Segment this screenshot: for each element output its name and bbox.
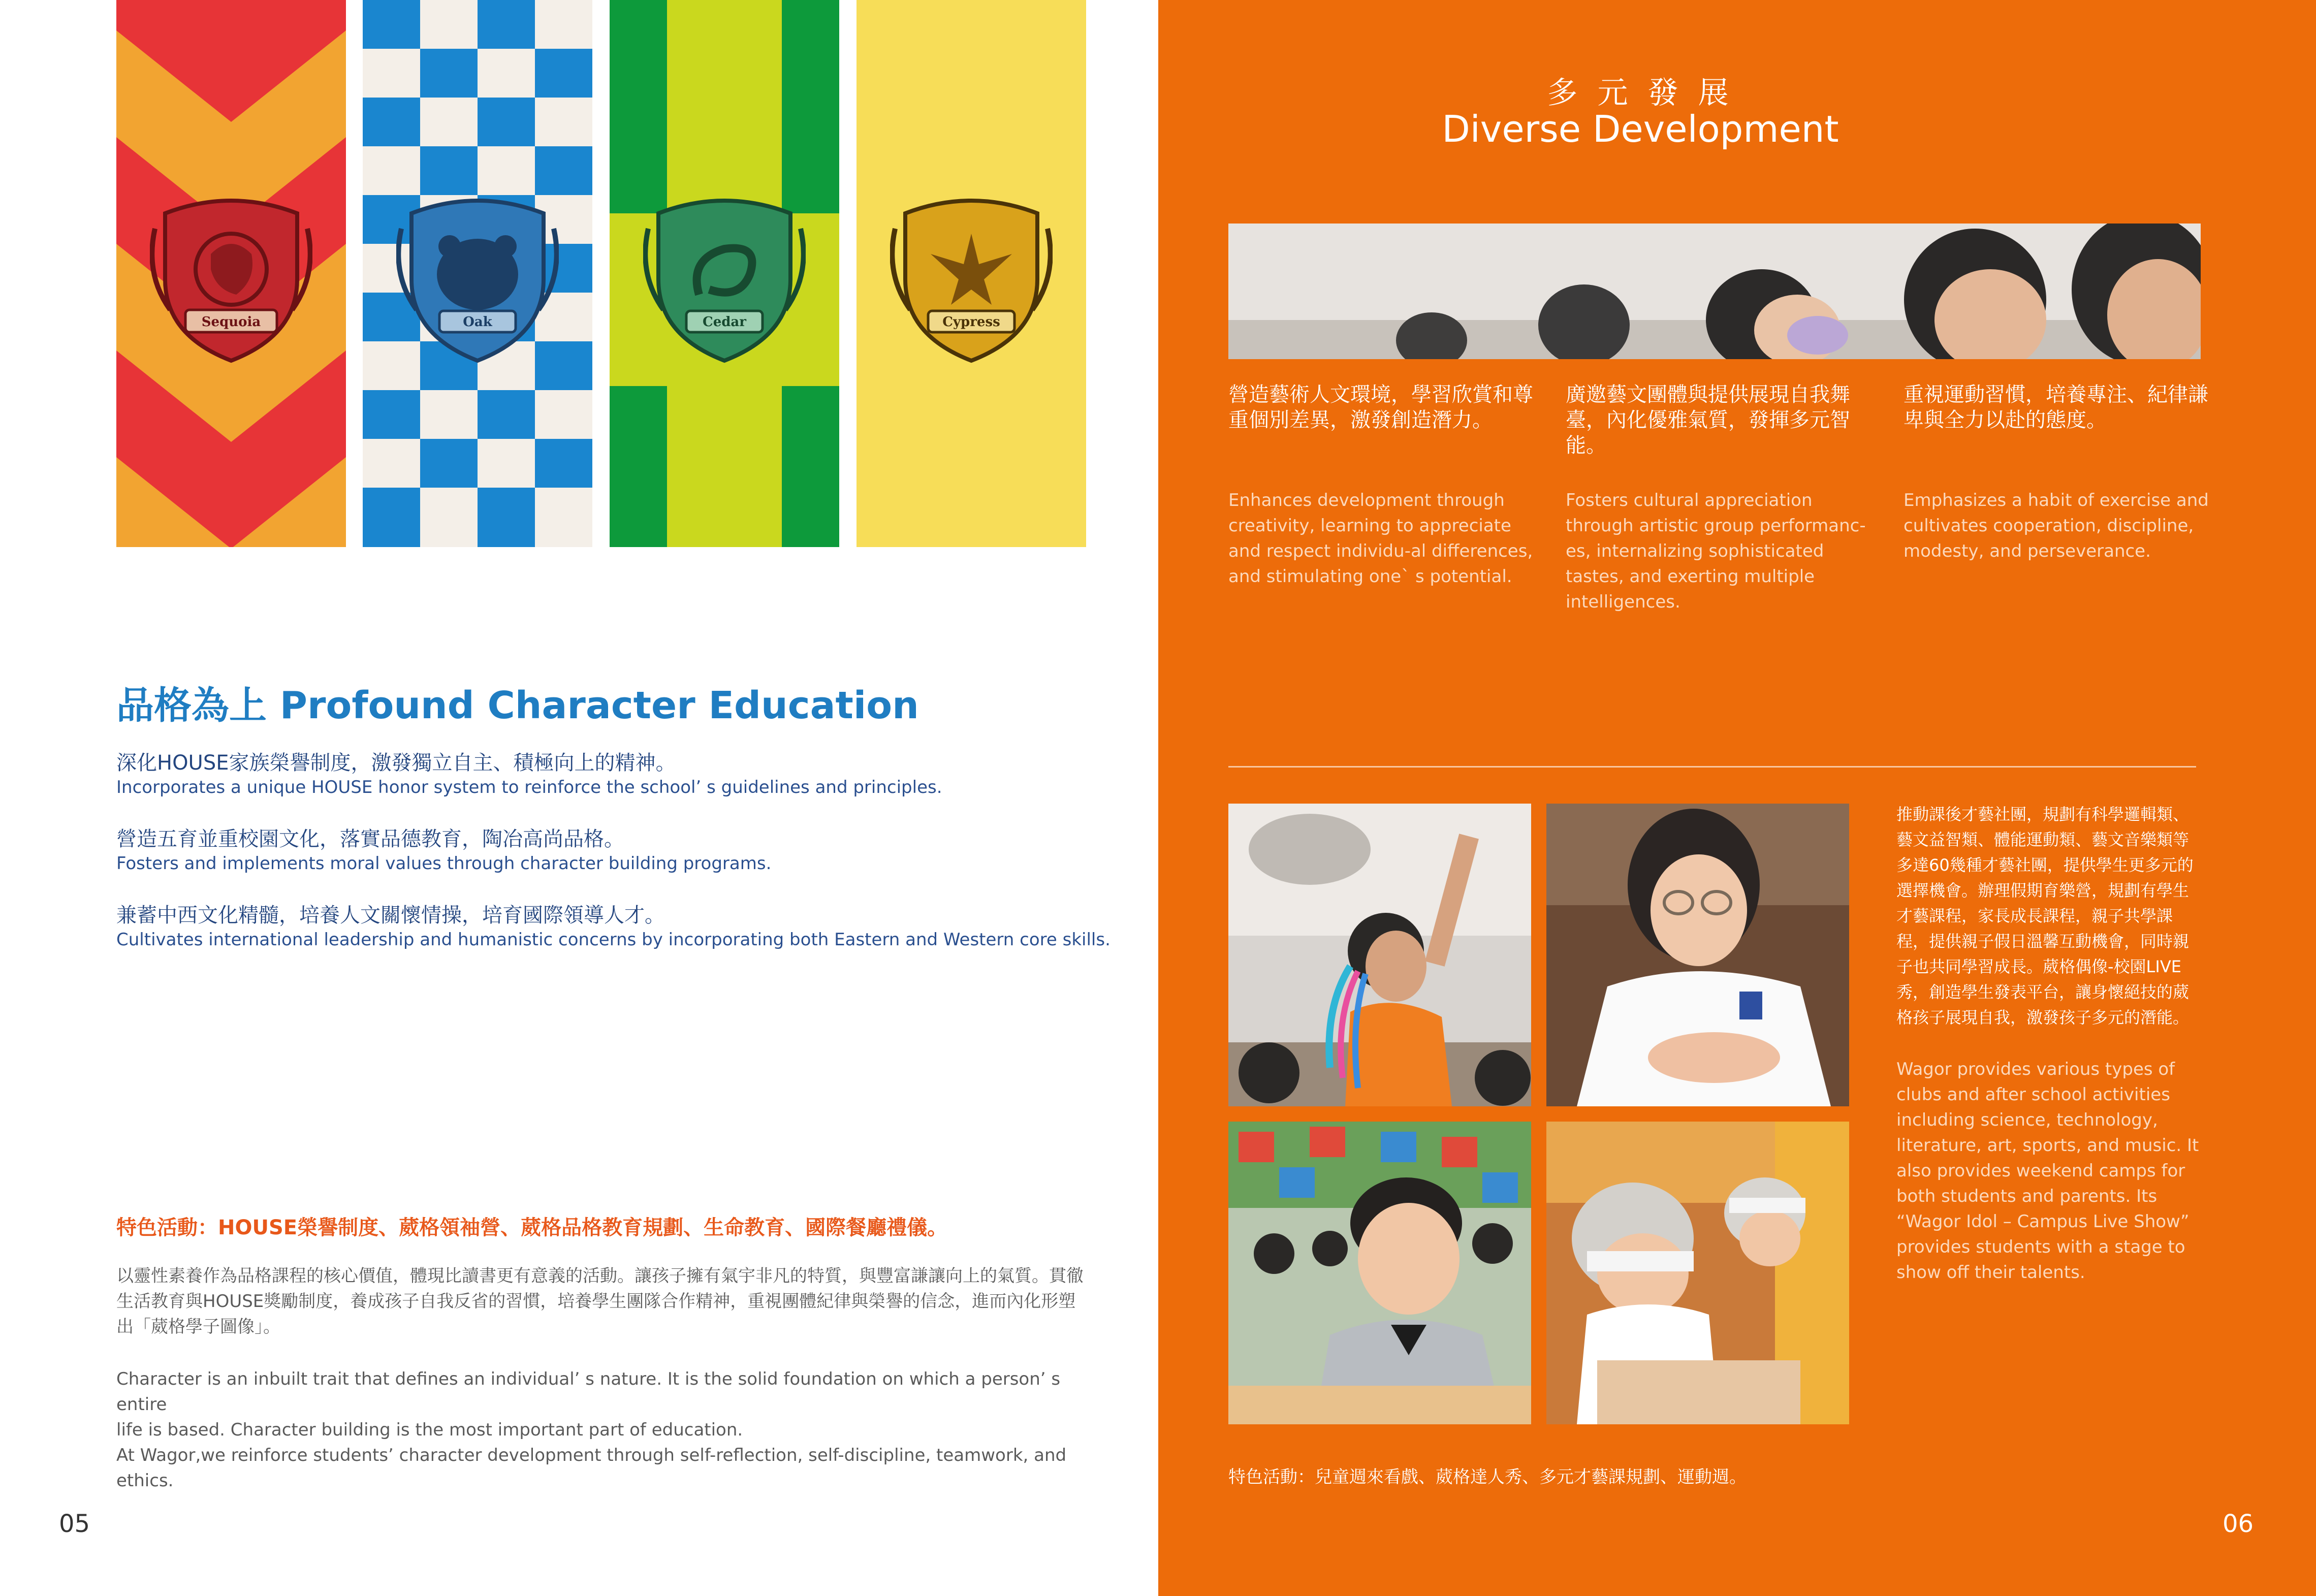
feature-activities: 特色活動：HOUSE榮譽制度、葳格領袖營、葳格品格教育規劃、生命教育、國際餐廳禮儀。 (116, 1216, 948, 1239)
column-3-zh: 重視運動習慣，培養專注、紀律謙卑與全力以赴的態度。 (1903, 383, 2208, 432)
column-2-zh: 廣邀藝文團體與提供展現自我舞臺，內化優雅氣質，發揮多元智能。 (1566, 383, 1850, 457)
cedar-crest-icon (643, 193, 806, 366)
side-text-en: Wagor provides various types of clubs and after school activities including science, technology, literature, art, sports, and music. It also provides weekend camps for both students and parents. Its “Wagor Idol – Campus Live Show” provides students with a stage to show off their talents. (1896, 1059, 2199, 1283)
point-1-zh: 深化HOUSE家族榮譽制度，激發獨立自主、積極向上的精神。 (116, 751, 676, 775)
photo-smiling-boy (1228, 1122, 1531, 1424)
photo-girl-hands (1546, 804, 1849, 1106)
right-page (1158, 0, 2316, 1596)
feature-activities-right: 特色活動：兒童週來看戲、葳格達人秀、多元才藝課規劃、運動週。 (1228, 1467, 1747, 1487)
house-banner-oak (363, 0, 592, 547)
svg-text:Sequoia: Sequoia (201, 314, 261, 330)
paragraph-zh: 以靈性素養作為品格課程的核心價值，體現比讀書更有意義的活動。讓孩子擁有氣宇非凡的特質，與豐富謙讓向上的氣質。貫徹生活教育與HOUSE獎勵制度，養成孩子自我反省的習慣，培養學生團隊合作精神，重視團體紀律與榮譽的信念，進而內化形塑出「葳格學子圖像」。 (116, 1266, 1084, 1337)
column-1-zh: 營造藝術人文環境，學習欣賞和尊重個別差異，激發創造潛力。 (1228, 383, 1533, 432)
svg-text:Cedar: Cedar (703, 314, 746, 330)
svg-text:Cypress: Cypress (942, 314, 1000, 330)
point-2-zh: 營造五育並重校園文化，落實品德教育，陶冶高尚品格。 (116, 827, 624, 851)
cypress-crest-icon (890, 193, 1053, 366)
house-banner-cedar (610, 0, 839, 547)
point-3-en: Cultivates international leadership and humanistic concerns by incorporating both Eastern and Western core skills. (116, 930, 1111, 950)
paragraph-en-line: Character is an inbuilt trait that defines an individual’ s nature. It is the solid foundation on which a person’ s entire (116, 1369, 1061, 1415)
point-3-zh: 兼蓄中西文化精髓，培養人文關懷情操，培育國際領導人才。 (116, 904, 665, 927)
right-title-en: Diverse Development (1442, 108, 1839, 150)
paragraph-en-line: At Wagor,we reinforce students’ character development through self-reflection, self-discipline, teamwork, and ethics. (116, 1445, 1067, 1491)
oak-crest-icon (396, 193, 559, 366)
section-title: 品格為上 Profound Character Education (116, 684, 919, 727)
column-2-en: Fosters cultural appreciation through artistic group performanc-es, internalizing sophisticated tastes, and exerting multiple intelligences. (1566, 490, 1866, 612)
column-3-en: Emphasizes a habit of exercise and cultivates cooperation, discipline, modesty, and perseverance. (1903, 490, 2209, 561)
sequoia-crest-icon (150, 193, 312, 366)
house-banner-cypress (856, 0, 1086, 547)
svg-text:Oak: Oak (463, 314, 492, 330)
divider (1228, 766, 2196, 768)
paragraph-en (116, 1366, 1092, 1493)
house-banner-sequoia (116, 0, 346, 547)
page-number-left: 05 (59, 1510, 90, 1538)
paragraph-en-line: life is based. Character building is the most important part of education. (116, 1420, 743, 1440)
point-2-en: Fosters and implements moral values through character building programs. (116, 853, 772, 874)
side-text-zh: 推動課後才藝社團，規劃有科學邏輯類、藝文益智類、體能運動類、藝文音樂類等多達60幾種才藝社團，提供學生更多元的選擇機會。辦理假期育樂營，規劃有學生才藝課程，家長成長課程，親子共學課程，提供親子假日溫馨互動機會，同時親子也共同學習成長。葳格偶像-校園LIVE秀，創造學生發表平台，讓身懷絕技的葳格孩子展現自我，激發孩子多元的潛能。 (1896, 805, 2194, 1027)
students-banner-photo (1228, 224, 2201, 359)
photo-science-wigs (1546, 1122, 1849, 1424)
page-number-right: 06 (2223, 1510, 2254, 1538)
photo-cheering-girl (1228, 804, 1531, 1106)
right-title-zh: 多 元 發 展 (1547, 75, 1734, 111)
point-1-en: Incorporates a unique HOUSE honor system to reinforce the school’ s guidelines and principles. (116, 777, 942, 797)
column-1-en: Enhances development through creativity, learning to appreciate and respect individu-al differences, and stimulating one` s potential. (1228, 490, 1533, 587)
